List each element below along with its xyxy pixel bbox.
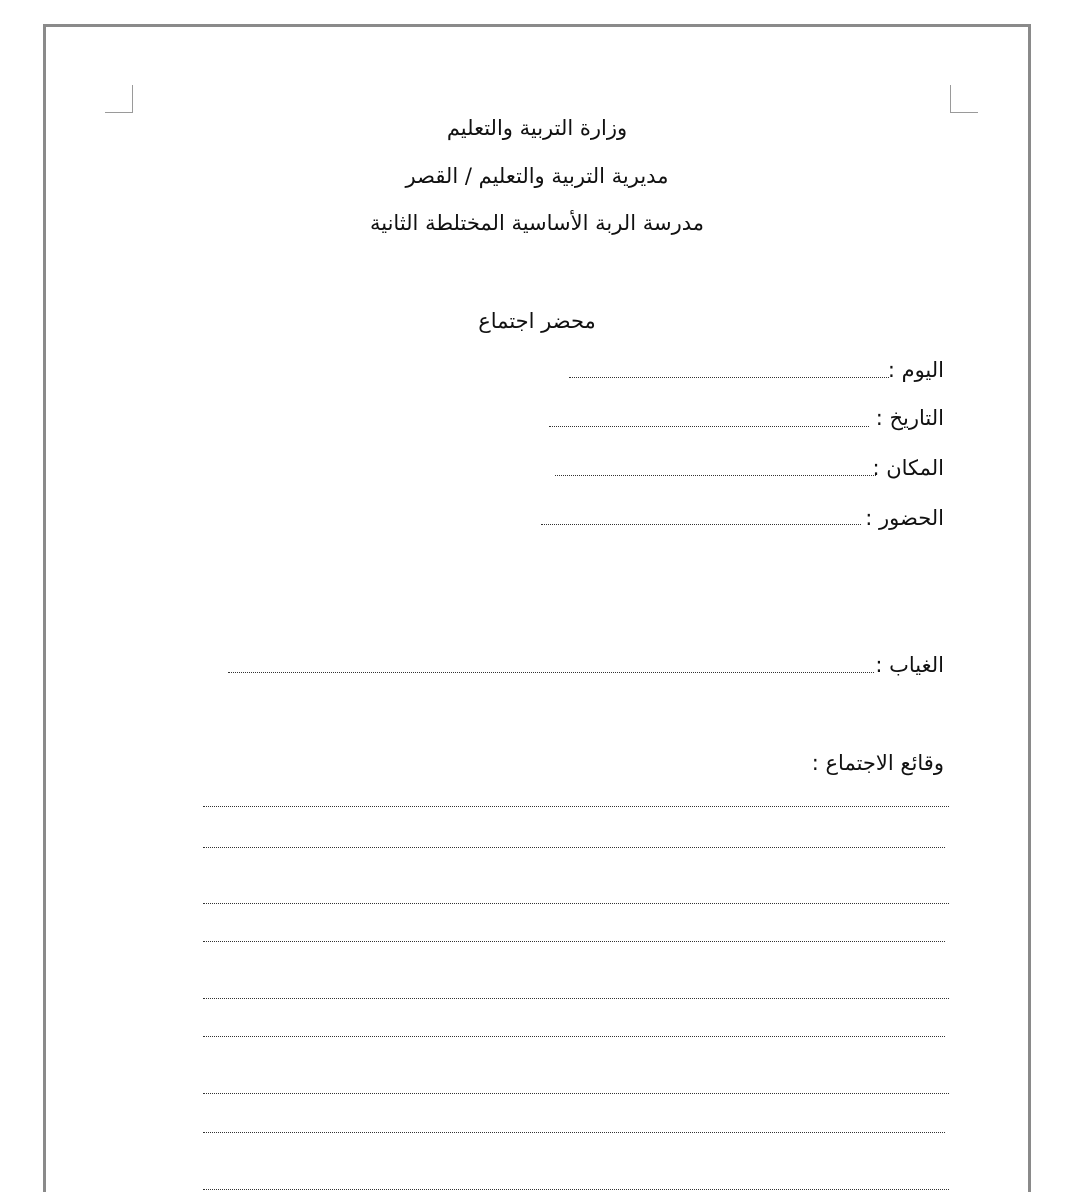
attendance-fill-line[interactable] (541, 524, 861, 525)
document-page (43, 24, 1031, 1192)
minutes-line[interactable] (203, 847, 945, 848)
day-fill-line[interactable] (569, 377, 889, 378)
minutes-label: وقائع الاجتماع : (811, 751, 944, 775)
ministry-heading: وزارة التربية والتعليم (446, 116, 628, 140)
minutes-line[interactable] (203, 806, 949, 807)
directorate-heading: مديرية التربية والتعليم / القصر (405, 164, 669, 188)
date-label: التاريخ : (875, 406, 944, 430)
absence-label: الغياب : (875, 653, 944, 677)
date-fill-line[interactable] (549, 426, 869, 427)
place-fill-line[interactable] (555, 475, 876, 476)
minutes-line[interactable] (203, 941, 945, 942)
attendance-label: الحضور : (865, 506, 944, 530)
place-label: المكان : (872, 456, 944, 480)
minutes-line[interactable] (203, 1132, 945, 1133)
margin-corner-mark (105, 85, 133, 113)
minutes-line[interactable] (203, 903, 949, 904)
minutes-line[interactable] (203, 1093, 949, 1094)
school-heading: مدرسة الربة الأساسية المختلطة الثانية (369, 211, 704, 235)
margin-corner-mark (950, 85, 978, 113)
minutes-line[interactable] (203, 1189, 949, 1190)
absence-fill-line[interactable] (228, 672, 874, 673)
day-label: اليوم : (887, 358, 944, 382)
minutes-line[interactable] (203, 1036, 945, 1037)
minutes-line[interactable] (203, 998, 949, 999)
document-title: محضر اجتماع (478, 309, 596, 333)
